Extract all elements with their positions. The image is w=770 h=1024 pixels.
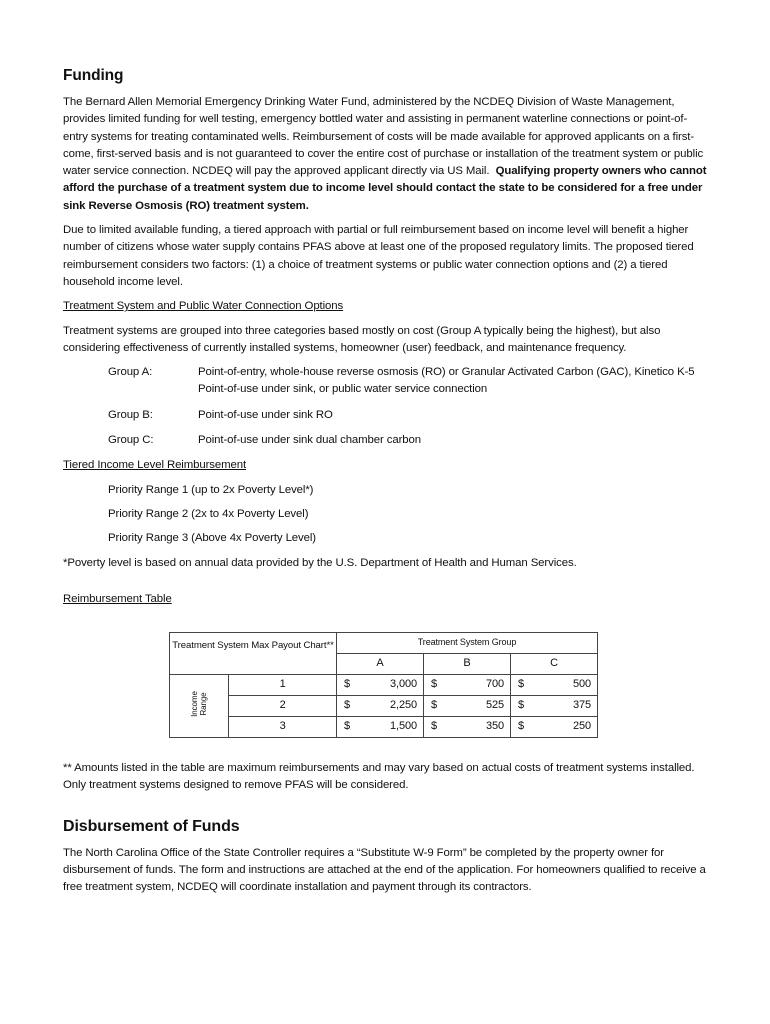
priority-range-3: Priority Range 3 (Above 4x Poverty Level) — [108, 532, 316, 545]
value-cell — [424, 717, 511, 738]
value-amount: 3,000 — [389, 678, 417, 691]
currency-symbol: $ — [431, 720, 438, 733]
max-payout-header: Treatment System Max Payout Chart** — [170, 633, 337, 675]
value-cell — [511, 696, 598, 717]
table-header-row-1 — [170, 633, 598, 654]
treatment-group-header: Treatment System Group — [337, 633, 598, 654]
disbursement-heading: Disbursement of Funds — [63, 817, 240, 835]
funding-paragraph-1-text: The Bernard Allen Memorial Emergency Drinking Water Fund, administered by the NCDEQ Division of Waste Management, provides limited funding for well testing, emergency bottled water and assisting in permanent waterline connections or point-of-entry systems for treating contaminated wells. Reimbursement of costs will be made available for approved applicants on a first-come, first-served basis and is not guaranteed to cover the entire cost of purchase or installation of the treatment system or public water service connection. NCDEQ will pay the approved applicant directly via US Mail. — [63, 96, 704, 178]
group-b-row — [108, 407, 709, 424]
currency-symbol: $ — [518, 699, 525, 712]
value-amount: 375 — [572, 699, 591, 712]
value-amount: 350 — [485, 720, 504, 733]
funding-paragraph-1 — [63, 94, 709, 215]
group-a-row — [108, 364, 709, 399]
group-b-label: Group B: — [108, 408, 153, 421]
currency-symbol: $ — [431, 699, 438, 712]
income-range-label: Income Range — [190, 691, 209, 717]
table-row — [170, 675, 598, 696]
poverty-footnote: *Poverty level is based on annual data provided by the U.S. Department of Health and Human Services. — [63, 556, 577, 569]
value-amount: 525 — [485, 699, 504, 712]
document-body — [63, 66, 709, 904]
currency-symbol: $ — [518, 720, 525, 733]
group-c-label: Group C: — [108, 434, 154, 447]
treatment-options-title: Treatment System and Public Water Connection Options — [63, 300, 344, 313]
table-row — [170, 717, 598, 738]
column-b-header: B — [424, 654, 511, 675]
value-cell — [511, 675, 598, 696]
currency-symbol: $ — [344, 720, 351, 733]
value-amount: 250 — [572, 720, 591, 733]
currency-symbol: $ — [518, 678, 525, 691]
currency-symbol: $ — [344, 678, 351, 691]
priority-range-1: Priority Range 1 (up to 2x Poverty Level*) — [108, 483, 314, 496]
value-cell — [424, 675, 511, 696]
income-range-label-cell — [170, 675, 229, 738]
column-c-header: C — [511, 654, 598, 675]
range-cell: 1 — [229, 675, 337, 696]
value-amount: 500 — [572, 678, 591, 691]
value-cell — [511, 717, 598, 738]
group-c-desc: Point-of-use under sink dual chamber carbon — [198, 434, 422, 447]
funding-paragraph-1-bold: Qualifying property owners who cannot afford the purchase of a treatment system due to income level should contact the state to be considered for a free under sink Reverse Osmosis (RO) treatment system. — [63, 165, 707, 212]
value-amount: 700 — [485, 678, 504, 691]
value-amount: 1,500 — [389, 720, 417, 733]
treatment-intro: Treatment systems are grouped into three categories based mostly on cost (Group A typically being the highest), but also considering effectiveness of currently installed systems, homeowner (user) feedback, and maintenance frequency. — [63, 324, 661, 354]
value-cell — [337, 696, 424, 717]
value-cell — [424, 696, 511, 717]
value-amount: 2,250 — [389, 699, 417, 712]
table-row — [170, 696, 598, 717]
currency-symbol: $ — [344, 699, 351, 712]
group-a-desc: Point-of-entry, whole-house reverse osmosis (RO) or Granular Activated Carbon (GAC), Kinetico K-5 Point-of-use under sink, or public water service connection — [198, 366, 695, 396]
table-note: ** Amounts listed in the table are maximum reimbursements and may vary based on actual costs of treatment systems installed. Only treatment systems designed to remove PFAS will be considered. — [63, 762, 695, 792]
tiered-income-title: Tiered Income Level Reimbursement — [63, 459, 247, 472]
group-c-row — [108, 432, 709, 449]
funding-paragraph-2: Due to limited available funding, a tiered approach with partial or full reimbursement based on income level will benefit a higher number of citizens whose water supply contains PFAS above at least one of the proposed regulatory limits. The proposed tiered reimbursement considers two factors: (1) a choice of treatment systems or public water connection options and (2) a tiered household income level. — [63, 224, 694, 288]
currency-symbol: $ — [431, 678, 438, 691]
value-cell — [337, 675, 424, 696]
reimbursement-table — [169, 632, 598, 738]
reimbursement-table-title: Reimbursement Table — [63, 592, 172, 605]
disbursement-paragraph: The North Carolina Office of the State Controller requires a “Substitute W-9 Form” be completed by the property owner for disbursement of funds. The form and instructions are attached at the end of the application. For homeowners qualified to receive a free treatment system, NCDEQ will coordinate installation and payment through its contractors. — [63, 846, 706, 894]
priority-range-2: Priority Range 2 (2x to 4x Poverty Level) — [108, 507, 309, 520]
range-cell: 2 — [229, 696, 337, 717]
group-b-desc: Point-of-use under sink RO — [198, 408, 333, 421]
funding-heading: Funding — [63, 67, 124, 84]
group-a-label: Group A: — [108, 366, 153, 379]
range-cell: 3 — [229, 717, 337, 738]
value-cell — [337, 717, 424, 738]
column-a-header: A — [337, 654, 424, 675]
